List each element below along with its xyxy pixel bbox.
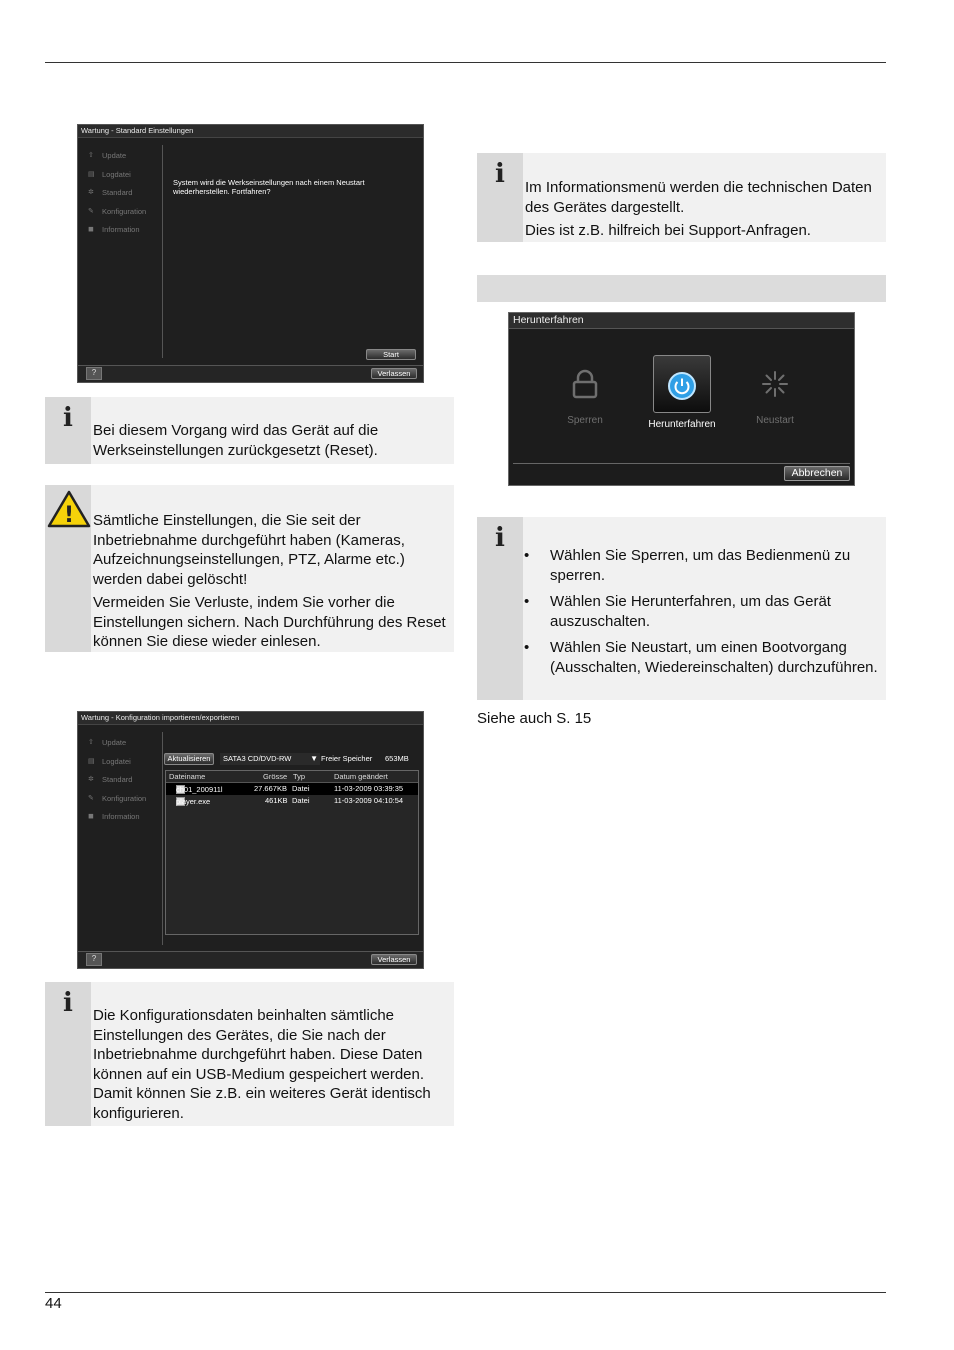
menu-divider [162,732,163,945]
warning-text: Sämtliche Einstellungen, die Sie seit der Inbetriebnahme durchgeführt haben (Kameras, Aufzeichnungseinstellungen, PTZ, Alarme etc.) werden dabei gelöscht! Vermeiden Sie Verluste, indem Sie vorher die Einstellungen sichern. Nach Durchführung des Reset können Sie diese wieder einlesen. [93,512,446,650]
reset-message: System wird die Werkseinstellungen nach einem Neustart wiederherstellen. Fortfahren? [173,178,365,196]
bullet-icon: • [524,547,530,564]
window-title: Wartung - Standard Einstellungen [78,125,423,138]
menu-item-logdatei[interactable]: ▤ Logdatei [86,166,162,185]
info-icon: ◼ [88,813,94,820]
dialog-title: Herunterfahren [509,313,854,329]
col-size[interactable]: Grösse [263,772,288,781]
option-label: Neustart [756,415,794,426]
wrench-icon: ✎ [88,794,94,802]
list-item: • Wählen Sie Herunterfahren, um das Gerät auszuschalten. [524,593,831,630]
note-text: Bei diesem Vorgang wird das Gerät auf die Werkseinstellungen zurückgesetzt (Reset). [93,422,379,459]
menu-item-update[interactable]: ⇧ Update [86,147,162,166]
bottom-rule [45,1292,886,1293]
option-restart[interactable] [735,353,815,426]
cancel-button[interactable]: Abbrechen [784,466,850,481]
list-item: • Wählen Sie Sperren, um das Bedienmenü zu sperren. [524,547,851,584]
file-icon: ▤ [88,757,95,765]
option-lock[interactable] [545,353,625,426]
gear-icon: ✲ [88,776,94,783]
table-row[interactable]: ch01_200911l 27.667KB Datei 11-03-2009 03:39:35 [166,783,418,795]
menu-item-information[interactable]: ◼ Information [86,808,162,827]
screenshot-config-import-export [77,711,424,969]
bullet-icon: • [524,639,530,656]
free-space-label: Freier Speicher [321,754,373,763]
option-label: Sperren [567,415,603,426]
menu-item-logdatei[interactable]: ▤ Logdatei [86,753,162,772]
arrow-up-icon: ⇧ [88,152,94,159]
info-icon: ◼ [88,226,94,233]
note-text: Die Konfigurationsdaten beinhalten sämtliche Einstellungen des Gerätes, die Sie nach der Inbetriebnahme durchgeführt haben. Diese Daten können auf ein USB-Medium gespeichert werden. Damit können Sie z.B. ein weiteres Gerät identisch konfigurieren. [93,1007,431,1122]
bottom-bar [78,365,423,382]
page-number: 44 [45,1295,62,1312]
menu-item-information[interactable]: ◼ Information [86,221,162,240]
device-value: SATA3 CD/DVD-RW [223,754,292,763]
col-date[interactable]: Datum geändert [334,772,388,781]
file-list [165,770,419,935]
refresh-button[interactable]: Aktualisieren [164,753,214,765]
info-icon: i [495,159,505,189]
free-space-value: 653MB [385,754,409,763]
svg-text:!: ! [63,503,75,528]
start-button[interactable]: Start [366,349,416,360]
menu-item-standard[interactable]: ✲ Standard [86,184,162,203]
note-text: Im Informationsmenü werden die technischen Daten des Gerätes dargestellt. Dies ist z.B. hilfreich bei Support-Anfragen. [525,179,872,239]
col-filename[interactable]: Dateiname [169,772,206,781]
info-note-shutdown [477,517,886,700]
note-list [523,546,880,677]
see-also-text: Siehe auch S. 15 [477,710,592,727]
menu-item-standard[interactable]: ✲ Standard [86,771,162,790]
window-title: Wartung - Konfiguration importieren/exportieren [78,712,423,725]
screenshot-shutdown-dialog [508,312,855,486]
wrench-icon: ✎ [88,207,94,215]
menu-item-konfiguration[interactable]: ✎ Konfiguration [86,790,162,809]
chevron-down-icon: ▼ [310,754,318,763]
info-icon: i [495,523,505,553]
help-icon[interactable]: ? [86,367,102,380]
menu-item-konfiguration[interactable]: ✎ Konfiguration [86,203,162,222]
restart-icon [735,353,815,411]
power-icon [653,355,711,413]
file-list-header [166,771,418,783]
device-select[interactable] [220,753,320,765]
option-shutdown[interactable] [642,355,722,430]
menu-divider [162,145,163,358]
top-rule [45,62,886,63]
dialog-divider [513,463,850,464]
file-icon: ▤ [88,170,95,178]
bullet-icon: • [524,593,530,610]
arrow-up-icon: ⇧ [88,739,94,746]
exit-button[interactable]: Verlassen [371,368,417,379]
option-label: Herunterfahren [648,419,716,430]
exit-button[interactable]: Verlassen [371,954,417,965]
screenshot-factory-reset [77,124,424,383]
info-note-information [477,153,886,242]
help-icon[interactable]: ? [86,953,102,966]
gear-icon: ✲ [88,189,94,196]
lock-icon [545,353,625,411]
menu-item-update[interactable]: ⇧ Update [86,734,162,753]
info-icon: i [63,988,73,1018]
info-icon: i [63,403,73,433]
info-note-config [45,982,454,1126]
list-item: • Wählen Sie Neustart, um einen Bootvorgang (Ausschalten, Wiedereinschalten) durchzuführen. [524,639,878,676]
maintenance-menu [86,734,162,827]
warning-icon [47,490,91,528]
info-note-reset [45,397,454,464]
warning-note-reset [45,485,454,652]
maintenance-menu [86,147,162,240]
bottom-bar [78,951,423,968]
section-heading-bar [477,275,886,302]
col-type[interactable]: Typ [293,772,306,781]
table-row[interactable]: player.exe 461KB Datei 11-03-2009 04:10:54 [176,796,404,806]
